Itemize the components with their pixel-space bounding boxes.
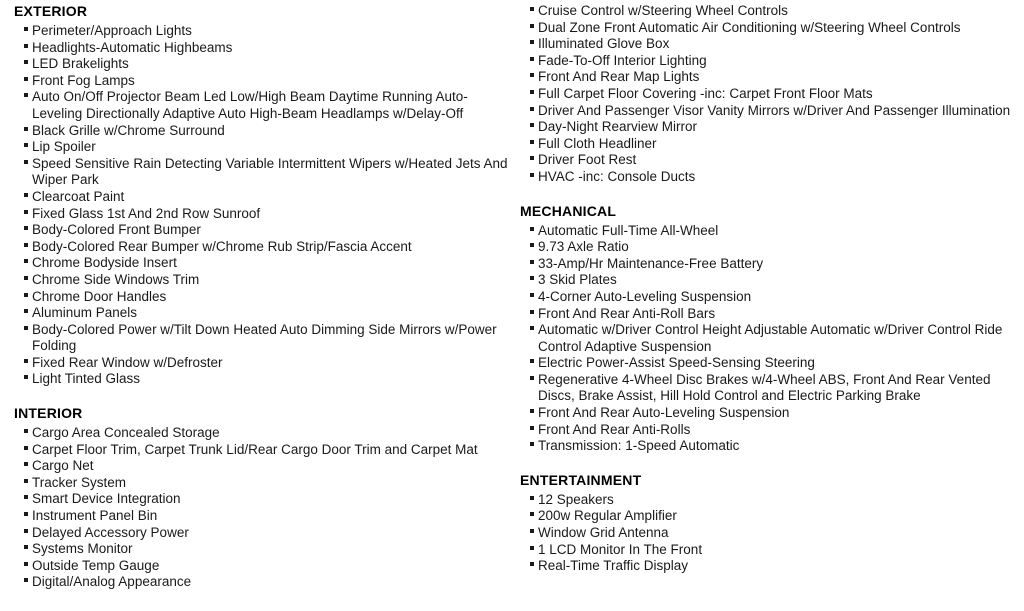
feature-section-interior [14, 405, 510, 591]
bullet-icon [24, 276, 28, 280]
bullet-icon [24, 495, 28, 499]
bullet-icon [24, 143, 28, 147]
feature-item-label: Electric Power-Assist Speed-Sensing Steering [538, 355, 815, 371]
feature-item-label: Automatic w/Driver Control Height Adjustable Automatic w/Driver Control Ride Control Adaptive Suspension [538, 322, 1003, 354]
feature-section-exterior [14, 3, 510, 388]
feature-item-label: Clearcoat Paint [32, 188, 125, 204]
feature-item [520, 322, 1014, 355]
feature-item [14, 255, 510, 272]
bullet-icon [530, 359, 534, 363]
feature-list [520, 492, 1014, 575]
feature-item [520, 508, 1014, 525]
feature-item [14, 442, 510, 459]
features-column-left [14, 3, 510, 591]
bullet-icon [24, 512, 28, 516]
feature-item [14, 491, 510, 508]
bullet-icon [24, 259, 28, 263]
feature-item-label: 3 Skid Plates [538, 272, 617, 288]
bullet-icon [530, 227, 534, 231]
feature-item [14, 40, 510, 57]
feature-item-label: 12 Speakers [538, 491, 614, 507]
bullet-icon [530, 107, 534, 111]
feature-item [520, 355, 1014, 372]
section-title: ENTERTAINMENT [520, 471, 642, 488]
bullet-icon [530, 562, 534, 566]
feature-item-label: Systems Monitor [32, 541, 133, 557]
bullet-icon [530, 426, 534, 430]
bullet-icon [24, 309, 28, 313]
bullet-icon [530, 293, 534, 297]
feature-item-label: Full Cloth Headliner [538, 135, 657, 151]
feature-item [520, 289, 1014, 306]
feature-item [520, 152, 1014, 169]
bullet-icon [24, 545, 28, 549]
feature-item [520, 422, 1014, 439]
feature-item-label: Front Fog Lamps [32, 72, 135, 88]
feature-item-label: Dual Zone Front Automatic Air Conditioning w/Steering Wheel Controls [538, 19, 961, 35]
section-title: INTERIOR [14, 405, 83, 422]
feature-item [520, 69, 1014, 86]
bullet-icon [24, 210, 28, 214]
bullet-icon [24, 429, 28, 433]
feature-item-label: Body-Colored Power w/Tilt Down Heated Auto Dimming Side Mirrors w/Power Folding [32, 321, 497, 354]
bullet-icon [24, 462, 28, 466]
feature-list [520, 3, 1014, 186]
feature-item-label: 33-Amp/Hr Maintenance-Free Battery [538, 255, 764, 271]
feature-item [520, 86, 1014, 103]
feature-item [520, 3, 1014, 20]
feature-item [14, 541, 510, 558]
feature-item-label: Black Grille w/Chrome Surround [32, 122, 225, 138]
feature-item-label: Lip Spoiler [32, 139, 96, 155]
bullet-icon [530, 24, 534, 28]
bullet-icon [24, 562, 28, 566]
features-column-right [520, 3, 1014, 591]
feature-item-label: Automatic Full-Time All-Wheel [538, 222, 719, 238]
bullet-icon [24, 293, 28, 297]
bullet-icon [530, 57, 534, 61]
feature-item [14, 139, 510, 156]
bullet-icon [530, 326, 534, 330]
feature-item [14, 371, 510, 388]
feature-item-label: Chrome Bodyside Insert [32, 255, 177, 271]
feature-item [520, 405, 1014, 422]
feature-item-label: Chrome Side Windows Trim [32, 271, 200, 287]
bullet-icon [530, 156, 534, 160]
feature-item [520, 36, 1014, 53]
bullet-icon [24, 226, 28, 230]
bullet-icon [24, 529, 28, 533]
feature-item-label: Carpet Floor Trim, Carpet Trunk Lid/Rear Cargo Door Trim and Carpet Mat [32, 441, 478, 457]
bullet-icon [24, 578, 28, 582]
bullet-icon [530, 40, 534, 44]
feature-item [520, 306, 1014, 323]
feature-item-label: 1 LCD Monitor In The Front [538, 541, 703, 557]
feature-item-label: Speed Sensitive Rain Detecting Variable Intermittent Wipers w/Heated Jets And Wiper Park [32, 155, 508, 188]
bullet-icon [24, 60, 28, 64]
bullet-icon [24, 375, 28, 379]
feature-item-label: 200w Regular Amplifier [538, 508, 677, 524]
feature-item-label: Full Carpet Floor Covering -inc: Carpet Front Floor Mats [538, 85, 873, 101]
bullet-icon [24, 27, 28, 31]
feature-item [14, 189, 510, 206]
feature-item [520, 103, 1014, 120]
feature-item-label: Driver Foot Rest [538, 152, 637, 168]
feature-item-label: Window Grid Antenna [538, 525, 669, 541]
feature-item [14, 289, 510, 306]
feature-item [520, 492, 1014, 509]
bullet-icon [530, 442, 534, 446]
feature-item [520, 169, 1014, 186]
bullet-icon [530, 7, 534, 11]
feature-item-label: Headlights-Automatic Highbeams [32, 39, 233, 55]
bullet-icon [530, 529, 534, 533]
bullet-icon [530, 496, 534, 500]
feature-item-label: Cargo Area Concealed Storage [32, 425, 220, 441]
feature-item [520, 239, 1014, 256]
feature-list [14, 23, 510, 388]
feature-item-label: Smart Device Integration [32, 491, 181, 507]
feature-item-label: Fade-To-Off Interior Lighting [538, 52, 707, 68]
bullet-icon [530, 310, 534, 314]
feature-item-label: Front And Rear Auto-Leveling Suspension [538, 405, 790, 421]
feature-item-label: Real-Time Traffic Display [538, 558, 689, 574]
feature-item-label: HVAC -inc: Console Ducts [538, 168, 696, 184]
bullet-icon [530, 376, 534, 380]
feature-item [14, 123, 510, 140]
feature-item [14, 89, 510, 122]
feature-item-label: Outside Temp Gauge [32, 557, 160, 573]
feature-item-label: Front And Rear Anti-Roll Bars [538, 305, 716, 321]
feature-item-label: Body-Colored Rear Bumper w/Chrome Rub Strip/Fascia Accent [32, 238, 412, 254]
feature-section-entertainment [520, 472, 1014, 575]
bullet-icon [530, 73, 534, 77]
feature-item-label: Auto On/Off Projector Beam Led Low/High Beam Daytime Running Auto-Leveling Directionally Adaptive Auto High-Beam Headlamps w/Delay-Off [32, 89, 468, 121]
feature-item [520, 542, 1014, 559]
bullet-icon [24, 160, 28, 164]
feature-item [14, 206, 510, 223]
feature-item [14, 525, 510, 542]
feature-item-label: Fixed Rear Window w/Defroster [32, 354, 223, 370]
bullet-icon [24, 326, 28, 330]
feature-item [14, 272, 510, 289]
feature-item [14, 156, 510, 189]
feature-item [14, 475, 510, 492]
section-title: MECHANICAL [520, 202, 617, 219]
bullet-icon [24, 44, 28, 48]
bullet-icon [530, 276, 534, 280]
feature-item-label: Front And Rear Anti-Rolls [538, 421, 691, 437]
bullet-icon [530, 409, 534, 413]
feature-item [520, 525, 1014, 542]
feature-item-label: Tracker System [32, 474, 127, 490]
feature-item [14, 508, 510, 525]
bullet-icon [24, 193, 28, 197]
feature-item [14, 458, 510, 475]
bullet-icon [24, 479, 28, 483]
bullet-icon [530, 173, 534, 177]
feature-item-label: Body-Colored Front Bumper [32, 222, 201, 238]
feature-list [14, 425, 510, 591]
bullet-icon [24, 127, 28, 131]
feature-item [14, 558, 510, 575]
feature-item-label: Cruise Control w/Steering Wheel Controls [538, 3, 788, 18]
feature-item-label: 4-Corner Auto-Leveling Suspension [538, 288, 752, 304]
feature-item [14, 574, 510, 591]
feature-item [14, 222, 510, 239]
feature-section-mechanical [520, 203, 1014, 455]
feature-item [14, 355, 510, 372]
feature-item [520, 53, 1014, 70]
feature-item-label: Cargo Net [32, 458, 94, 474]
feature-item [14, 305, 510, 322]
bullet-icon [530, 90, 534, 94]
feature-item-label: Digital/Analog Appearance [32, 574, 192, 590]
feature-item-label: Chrome Door Handles [32, 288, 167, 304]
feature-item-label: Regenerative 4-Wheel Disc Brakes w/4-Wheel ABS, Front And Rear Vented Discs, Brake Assist, Hill Hold Control and Electric Parking Brake [538, 371, 991, 404]
bullet-icon [530, 546, 534, 550]
bullet-icon [24, 359, 28, 363]
feature-item-label: Light Tinted Glass [32, 371, 141, 387]
feature-item-label: Fixed Glass 1st And 2nd Row Sunroof [32, 205, 261, 221]
feature-item [520, 20, 1014, 37]
bullet-icon [24, 77, 28, 81]
bullet-icon [530, 260, 534, 264]
feature-item-label: Instrument Panel Bin [32, 508, 158, 524]
feature-item [520, 223, 1014, 240]
feature-item-label: Transmission: 1-Speed Automatic [538, 438, 740, 454]
feature-item [14, 239, 510, 256]
feature-section-continued [520, 3, 1014, 186]
feature-item-label: Illuminated Glove Box [538, 36, 670, 52]
bullet-icon [24, 243, 28, 247]
feature-item-label: LED Brakelights [32, 56, 129, 72]
bullet-icon [24, 93, 28, 97]
section-title: EXTERIOR [14, 3, 88, 19]
feature-item [520, 372, 1014, 405]
bullet-icon [24, 446, 28, 450]
feature-item [520, 558, 1014, 575]
feature-item-label: Aluminum Panels [32, 305, 138, 321]
feature-item-label: Day-Night Rearview Mirror [538, 119, 698, 135]
feature-item [14, 56, 510, 73]
bullet-icon [530, 512, 534, 516]
feature-item [14, 23, 510, 40]
feature-item [520, 119, 1014, 136]
feature-item [520, 136, 1014, 153]
bullet-icon [530, 243, 534, 247]
feature-item [520, 438, 1014, 455]
feature-item [14, 425, 510, 442]
feature-item [14, 322, 510, 355]
bullet-icon [530, 140, 534, 144]
feature-item-label: Delayed Accessory Power [32, 524, 189, 540]
feature-item-label: Front And Rear Map Lights [538, 69, 700, 85]
bullet-icon [530, 123, 534, 127]
feature-item [520, 256, 1014, 273]
feature-item-label: Perimeter/Approach Lights [32, 23, 192, 38]
feature-item-label: 9.73 Axle Ratio [538, 239, 629, 255]
feature-item [14, 73, 510, 90]
feature-list [520, 223, 1014, 455]
feature-item [520, 272, 1014, 289]
feature-item-label: Driver And Passenger Visor Vanity Mirrors w/Driver And Passenger Illumination [538, 102, 1011, 118]
